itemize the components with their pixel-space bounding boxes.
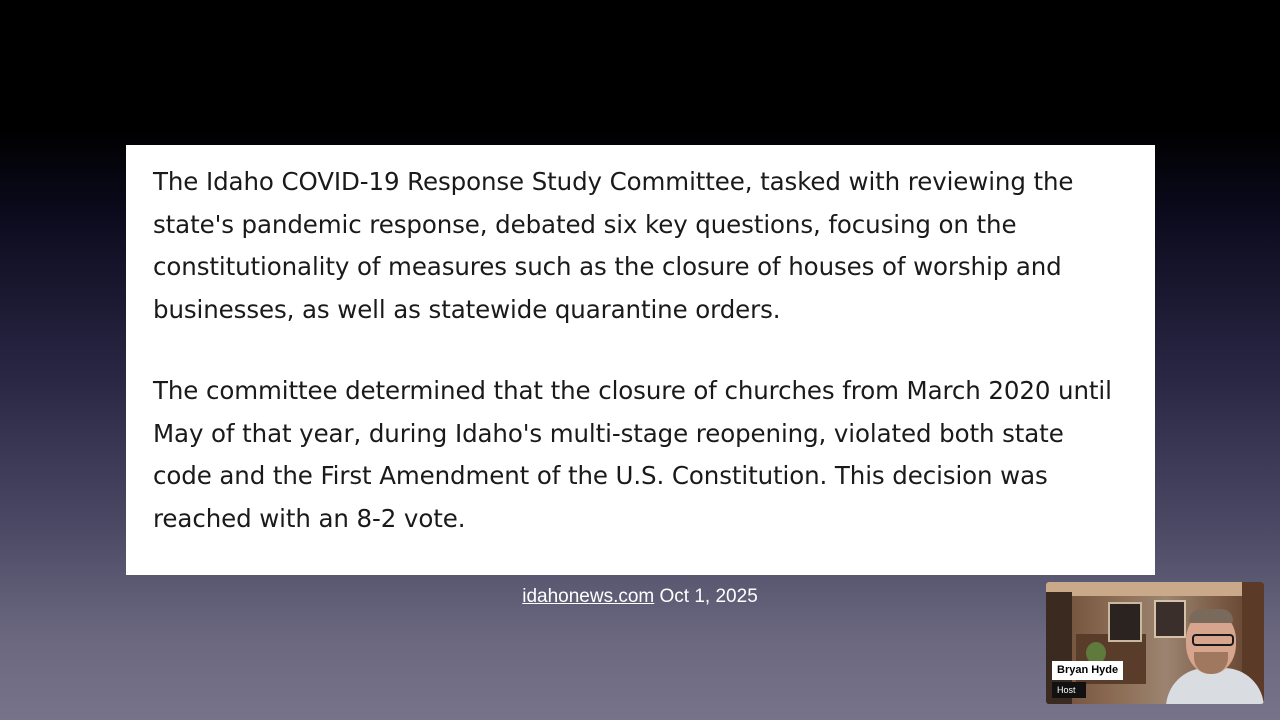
quote-paragraph-2: The committee determined that the closure of churches from March 2020 until May of that year, during Idaho's multi-stage reopening, violated both state code and the First Amendment of the U.S. Constitution. This decision was reached with an 8-2 vote. bbox=[153, 376, 1112, 533]
source-link[interactable]: idahonews.com bbox=[522, 586, 655, 607]
quote-card bbox=[126, 145, 1155, 575]
presenter-role-tag: Host bbox=[1052, 682, 1086, 698]
presenter-name-tag: Bryan Hyde bbox=[1052, 661, 1123, 680]
source-date: Oct 1, 2025 bbox=[659, 586, 758, 607]
quote-paragraph-1: The Idaho COVID-19 Response Study Committee, tasked with reviewing the state's pandemic response, debated six key questions, focusing on the constitutionality of measures such as the closure of houses of worship and businesses, as well as statewide quarantine orders. bbox=[153, 167, 1074, 324]
